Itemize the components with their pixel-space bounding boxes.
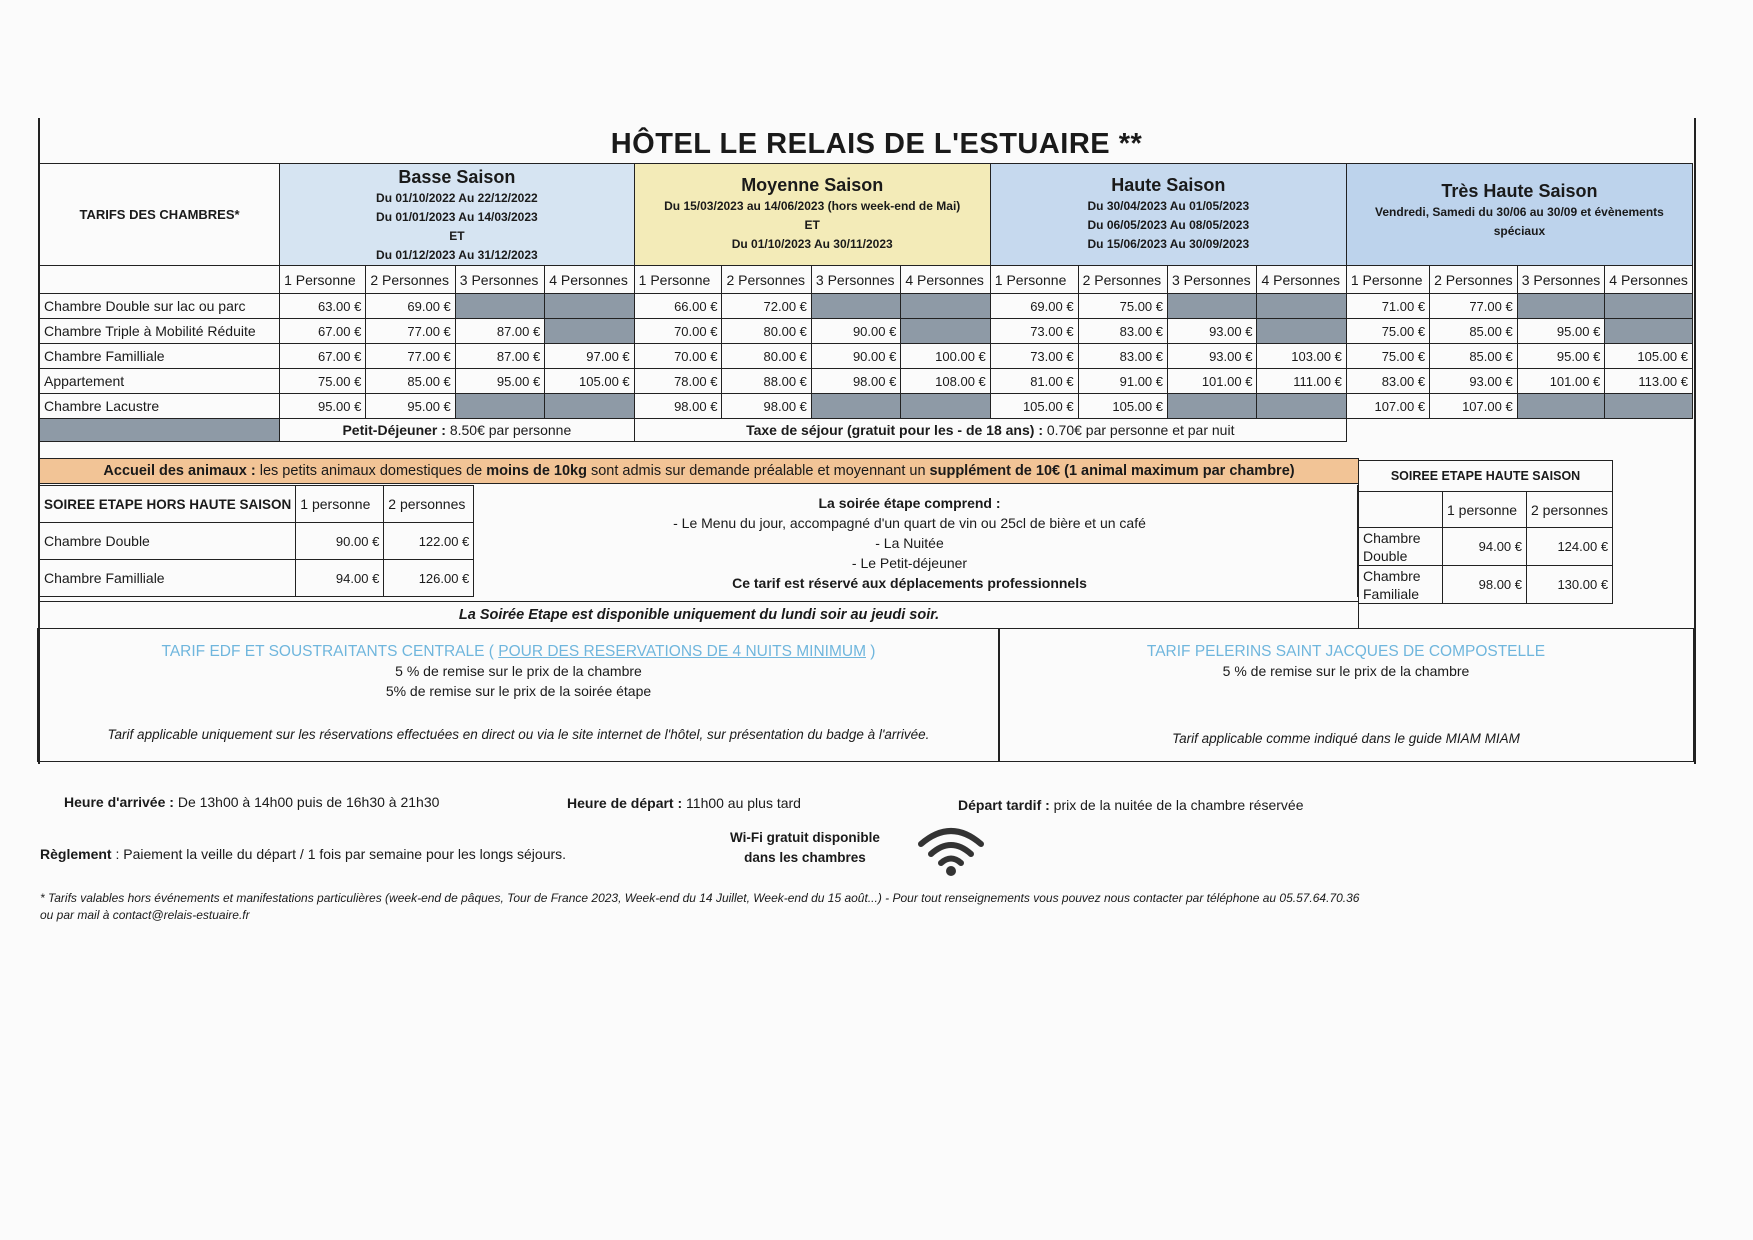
price-cell: 66.00 € xyxy=(634,294,722,319)
pelerins-title: TARIF PELERINS SAINT JACQUES DE COMPOSTELLE xyxy=(1146,643,1546,660)
person-header: 4 Personnes xyxy=(1257,266,1346,294)
price-cell: 90.00 € xyxy=(811,344,900,369)
price-cell: 90.00 € xyxy=(811,319,900,344)
price-cell: 98.00 € xyxy=(811,369,900,394)
unavailable-cell xyxy=(1605,319,1693,344)
price-cell: 91.00 € xyxy=(1078,369,1167,394)
person-header: 4 Personnes xyxy=(545,266,634,294)
price-cell: 75.00 € xyxy=(280,369,366,394)
price-cell: 105.00 € xyxy=(990,394,1078,419)
soiree-includes: La soirée étape comprend : - Le Menu du jour, accompagné d'un quart de vin ou 25cl de bière et un café - La Nuitée - Le Petit-déjeuner Ce tarif est réservé aux déplacements professionnels xyxy=(462,485,1358,597)
price-cell: 85.00 € xyxy=(1430,319,1518,344)
soiree-title: SOIREE ETAPE HORS HAUTE SAISON xyxy=(40,486,296,523)
price-cell: 85.00 € xyxy=(1430,344,1518,369)
price-cell: 113.00 € xyxy=(1605,369,1693,394)
person-header: 2 Personnes xyxy=(1430,266,1518,294)
price-cell: 97.00 € xyxy=(545,344,634,369)
payment-terms: Règlement : Paiement la veille du départ / 1 fois par semaine pour les longs séjours. xyxy=(40,846,567,862)
person-header: 1 Personne xyxy=(634,266,722,294)
price-cell: 63.00 € xyxy=(280,294,366,319)
late-departure: Départ tardif : prix de la nuitée de la chambre réservée xyxy=(958,797,1304,813)
unavailable-cell xyxy=(1517,394,1605,419)
unavailable-cell xyxy=(901,319,990,344)
soiree-haute-h1: 1 personne xyxy=(1443,492,1527,528)
price-cell: 77.00 € xyxy=(366,344,455,369)
price-cell: 98.00 € xyxy=(722,394,811,419)
soiree-haute-price: 124.00 € xyxy=(1527,528,1613,566)
edf-note: Tarif applicable uniquement sur les réservations effectuées en direct ou via le site internet de l'hôtel, sur présentation du badge à l'arrivée. xyxy=(107,727,930,742)
unavailable-cell xyxy=(1257,319,1346,344)
price-cell: 105.00 € xyxy=(1078,394,1167,419)
price-cell: 77.00 € xyxy=(366,319,455,344)
unavailable-cell xyxy=(455,394,544,419)
unavailable-cell xyxy=(811,294,900,319)
soiree-haute-price: 94.00 € xyxy=(1443,528,1527,566)
unavailable-cell xyxy=(545,319,634,344)
table-row xyxy=(40,294,1693,319)
price-cell: 93.00 € xyxy=(1430,369,1518,394)
price-cell: 87.00 € xyxy=(455,319,544,344)
person-header: 2 Personnes xyxy=(722,266,811,294)
unavailable-cell xyxy=(1257,294,1346,319)
price-cell: 95.00 € xyxy=(455,369,544,394)
table-row xyxy=(40,394,1693,419)
price-cell: 107.00 € xyxy=(1346,394,1429,419)
soiree-h2: 2 personnes xyxy=(384,486,474,523)
pelerins-tariff-box xyxy=(998,628,1694,762)
soiree-haute-table xyxy=(1358,460,1613,604)
footnote: * Tarifs valables hors événements et manifestations particulières (week-end de pâques, Tour de France 2023, Week-end du 14 Juillet, Week-end du 15 août...) - Pour tout renseignements vous pouvez nous contacter par téléphone au 05.57.64.70.36 ou par mail à contact@relais-estuaire.fr xyxy=(40,891,1360,922)
soiree-haute-h2: 2 personnes xyxy=(1527,492,1613,528)
pelerins-note: Tarif applicable comme indiqué dans le guide MIAM MIAM xyxy=(1172,731,1520,746)
unavailable-cell xyxy=(1605,294,1693,319)
room-name: Chambre Double sur lac ou parc xyxy=(40,294,280,319)
price-cell: 105.00 € xyxy=(1605,344,1693,369)
soiree-room: Chambre Familliale xyxy=(40,560,296,597)
soiree-availability: La Soirée Etape est disponible uniquement du lundi soir au jeudi soir. xyxy=(39,601,1359,629)
price-cell: 75.00 € xyxy=(1346,344,1429,369)
price-cell: 80.00 € xyxy=(722,319,811,344)
price-cell: 67.00 € xyxy=(280,319,366,344)
price-cell: 80.00 € xyxy=(722,344,811,369)
soiree-haute-room: Chambre Familiale xyxy=(1359,566,1443,604)
arrival-time: Heure d'arrivée : De 13h00 à 14h00 puis de 16h30 à 21h30 xyxy=(64,794,440,810)
price-cell: 107.00 € xyxy=(1430,394,1518,419)
season-haute: Haute Saison Du 30/04/2023 Au 01/05/2023 Du 06/05/2023 Au 08/05/2023 Du 15/06/2023 Au 30/09/2023 xyxy=(990,164,1346,266)
price-cell: 75.00 € xyxy=(1346,319,1429,344)
season-tres-haute: Très Haute Saison Vendredi, Samedi du 30/06 au 30/09 et évènements spéciaux xyxy=(1346,164,1692,266)
tariff-table xyxy=(39,163,1693,442)
price-cell: 95.00 € xyxy=(280,394,366,419)
soiree-haute-room: Chambre Double xyxy=(1359,528,1443,566)
person-header: 4 Personnes xyxy=(901,266,990,294)
pelerins-line: 5 % de remise sur le prix de la chambre xyxy=(1222,663,1470,679)
price-cell: 72.00 € xyxy=(722,294,811,319)
price-cell: 70.00 € xyxy=(634,319,722,344)
table-row xyxy=(40,319,1693,344)
price-cell: 81.00 € xyxy=(990,369,1078,394)
price-cell: 85.00 € xyxy=(366,369,455,394)
price-cell: 83.00 € xyxy=(1346,369,1429,394)
price-cell: 83.00 € xyxy=(1078,344,1167,369)
unavailable-cell xyxy=(545,294,634,319)
price-cell: 103.00 € xyxy=(1257,344,1346,369)
price-cell: 73.00 € xyxy=(990,319,1078,344)
table-label: TARIFS DES CHAMBRES* xyxy=(40,164,280,266)
table-row xyxy=(40,369,1693,394)
price-cell: 71.00 € xyxy=(1346,294,1429,319)
price-cell: 101.00 € xyxy=(1168,369,1257,394)
price-cell: 78.00 € xyxy=(634,369,722,394)
person-header: 1 Personne xyxy=(280,266,366,294)
empty-cell xyxy=(40,419,280,442)
person-header: 1 Personne xyxy=(990,266,1078,294)
soiree-haute-price: 130.00 € xyxy=(1527,566,1613,604)
price-cell: 95.00 € xyxy=(366,394,455,419)
page-title: HÔTEL LE RELAIS DE L'ESTUAIRE ** xyxy=(610,128,1143,160)
animals-banner: Accueil des animaux : les petits animaux domestiques de moins de 10kg sont admis sur demande préalable et moyennant un supplément de 10€ (1 animal maximum par chambre) xyxy=(39,458,1359,484)
soiree-h1: 1 personne xyxy=(296,486,384,523)
price-cell: 83.00 € xyxy=(1078,319,1167,344)
unavailable-cell xyxy=(1605,394,1693,419)
price-cell: 111.00 € xyxy=(1257,369,1346,394)
soiree-haute-price: 98.00 € xyxy=(1443,566,1527,604)
price-cell: 77.00 € xyxy=(1430,294,1518,319)
soiree-room: Chambre Double xyxy=(40,523,296,560)
unavailable-cell xyxy=(1517,294,1605,319)
person-header: 3 Personnes xyxy=(1168,266,1257,294)
person-header: 2 Personnes xyxy=(366,266,455,294)
soiree-price: 94.00 € xyxy=(296,560,384,597)
price-cell: 93.00 € xyxy=(1168,344,1257,369)
room-name: Chambre Familliale xyxy=(40,344,280,369)
empty-cell xyxy=(40,266,280,294)
edf-line: 5% de remise sur le prix de la soirée étape xyxy=(385,683,652,699)
price-cell: 105.00 € xyxy=(545,369,634,394)
departure-time: Heure de départ : 11h00 au plus tard xyxy=(567,795,801,811)
price-cell: 73.00 € xyxy=(990,344,1078,369)
unavailable-cell xyxy=(1168,394,1257,419)
soiree-haute-title: SOIREE ETAPE HAUTE SAISON xyxy=(1359,461,1613,492)
tax-info: Taxe de séjour (gratuit pour les - de 18 ans) : 0.70€ par personne et par nuit xyxy=(634,419,1346,442)
unavailable-cell xyxy=(545,394,634,419)
price-cell: 93.00 € xyxy=(1168,319,1257,344)
person-header: 3 Personnes xyxy=(1517,266,1605,294)
table-row xyxy=(40,344,1693,369)
person-header: 4 Personnes xyxy=(1605,266,1693,294)
soiree-table xyxy=(39,485,474,597)
edf-tariff-box xyxy=(37,628,1000,762)
person-header: 3 Personnes xyxy=(455,266,544,294)
room-name: Appartement xyxy=(40,369,280,394)
price-cell: 100.00 € xyxy=(901,344,990,369)
price-cell: 87.00 € xyxy=(455,344,544,369)
soiree-price: 122.00 € xyxy=(384,523,474,560)
person-header: 1 Personne xyxy=(1346,266,1429,294)
price-cell: 95.00 € xyxy=(1517,319,1605,344)
price-cell: 69.00 € xyxy=(990,294,1078,319)
price-cell: 70.00 € xyxy=(634,344,722,369)
soiree-price: 126.00 € xyxy=(384,560,474,597)
price-cell: 101.00 € xyxy=(1517,369,1605,394)
season-basse: Basse Saison Du 01/10/2022 Au 22/12/2022 Du 01/01/2023 Au 14/03/2023 ET Du 01/12/2023 Au 31/12/2023 xyxy=(280,164,635,266)
price-cell: 108.00 € xyxy=(901,369,990,394)
unavailable-cell xyxy=(1257,394,1346,419)
price-cell: 95.00 € xyxy=(1517,344,1605,369)
breakfast-info: Petit-Déjeuner : 8.50€ par personne xyxy=(280,419,635,442)
person-header: 2 Personnes xyxy=(1078,266,1167,294)
price-cell: 69.00 € xyxy=(366,294,455,319)
unavailable-cell xyxy=(1168,294,1257,319)
person-header: 3 Personnes xyxy=(811,266,900,294)
unavailable-cell xyxy=(811,394,900,419)
wifi-text: Wi-Fi gratuit disponible dans les chambres xyxy=(730,830,880,865)
wifi-icon xyxy=(916,826,986,876)
price-cell: 98.00 € xyxy=(634,394,722,419)
unavailable-cell xyxy=(901,394,990,419)
edf-line: 5 % de remise sur le prix de la chambre xyxy=(395,663,642,679)
unavailable-cell xyxy=(455,294,544,319)
price-cell: 67.00 € xyxy=(280,344,366,369)
season-moyenne: Moyenne Saison Du 15/03/2023 au 14/06/2023 (hors week-end de Mai) ET Du 01/10/2023 Au 30/11/2023 xyxy=(634,164,990,266)
soiree-price: 90.00 € xyxy=(296,523,384,560)
room-name: Chambre Triple à Mobilité Réduite xyxy=(40,319,280,344)
unavailable-cell xyxy=(901,294,990,319)
edf-title: TARIF EDF ET SOUSTRAITANTS CENTRALE ( POUR DES RESERVATIONS DE 4 NUITS MINIMUM ) xyxy=(161,643,876,660)
room-name: Chambre Lacustre xyxy=(40,394,280,419)
price-cell: 75.00 € xyxy=(1078,294,1167,319)
price-cell: 88.00 € xyxy=(722,369,811,394)
